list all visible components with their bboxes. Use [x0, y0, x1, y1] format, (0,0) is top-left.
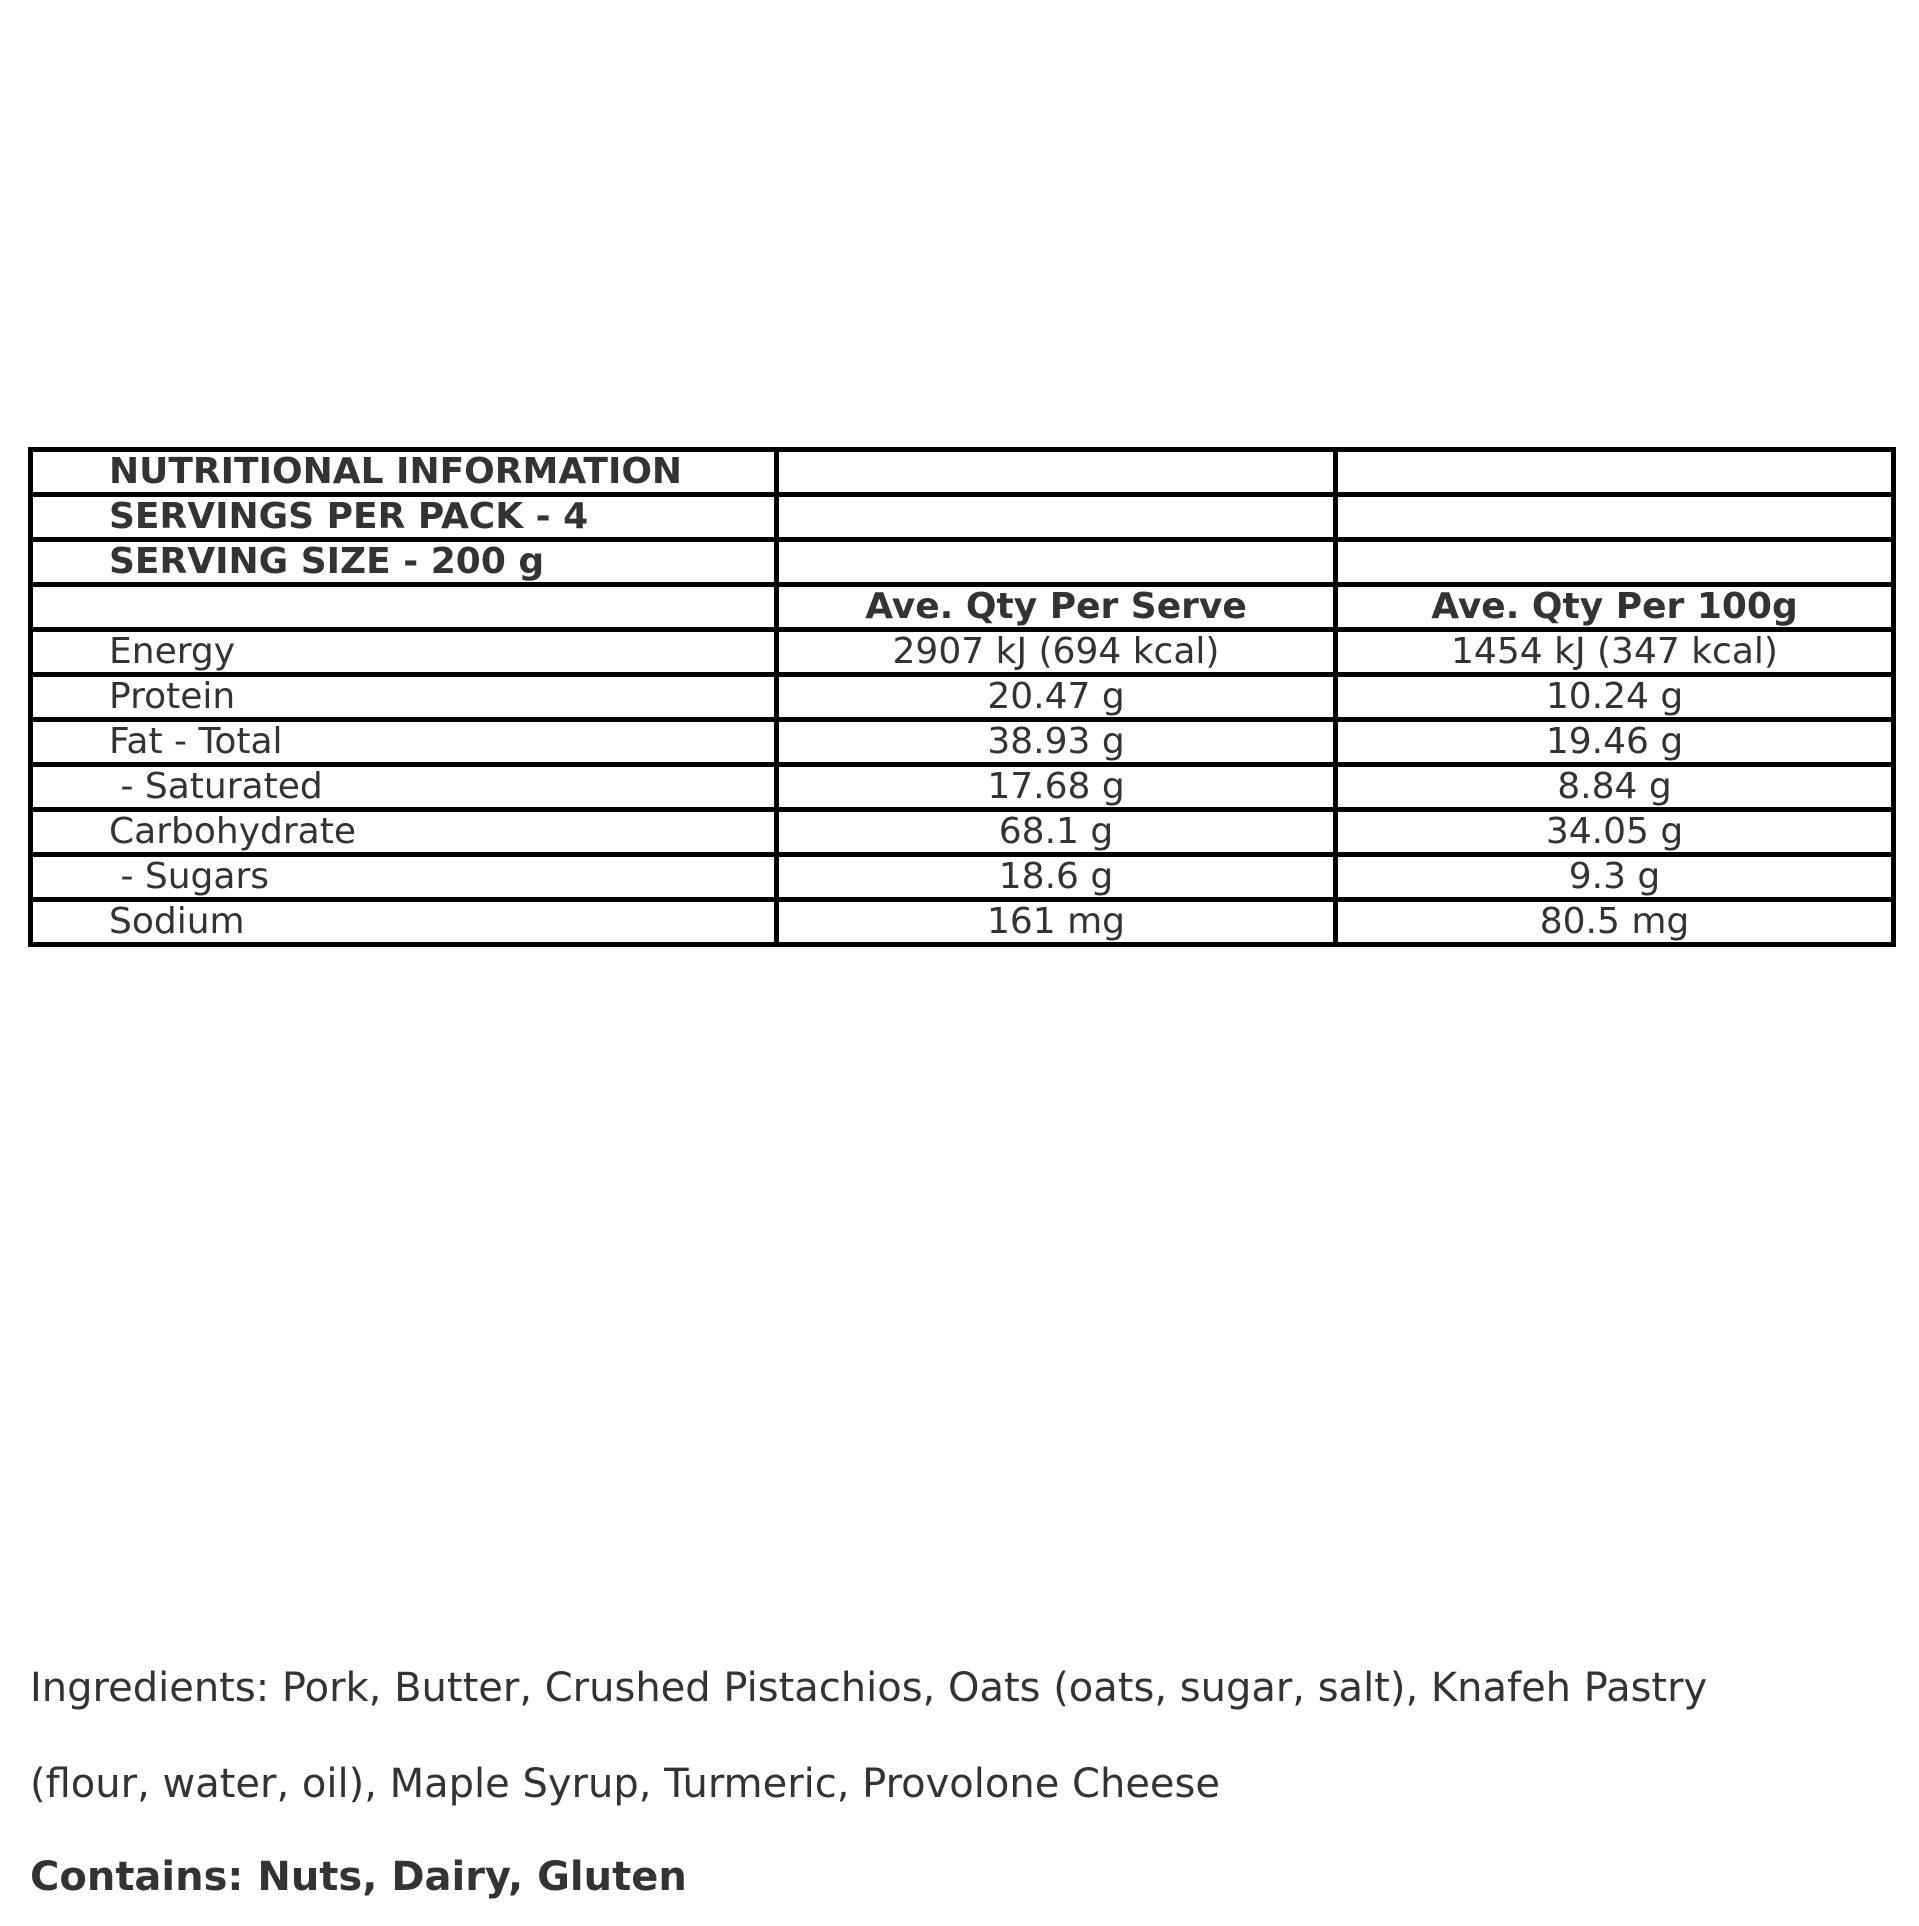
table-row — [31, 720, 1894, 765]
per-100g-value: 9.3 g — [1336, 855, 1894, 900]
per-serve-value: 68.1 g — [777, 810, 1336, 855]
per-serve-value: 38.93 g — [777, 720, 1336, 765]
nutrient-label: Energy — [31, 630, 777, 675]
table-row — [31, 765, 1894, 810]
table-row — [31, 630, 1894, 675]
table-title-row — [31, 450, 1894, 495]
nutrient-label: Protein — [31, 675, 777, 720]
servings-per-pack: SERVINGS PER PACK - 4 — [31, 495, 777, 540]
table-row — [31, 675, 1894, 720]
table-row — [31, 855, 1894, 900]
nutrient-label: - Saturated — [31, 765, 777, 810]
table-title: NUTRITIONAL INFORMATION — [31, 450, 777, 495]
empty-cell — [777, 540, 1336, 585]
per-100g-value: 10.24 g — [1336, 675, 1894, 720]
per-serve-value: 18.6 g — [777, 855, 1336, 900]
nutrient-label: Fat - Total — [31, 720, 777, 765]
empty-cell — [1336, 540, 1894, 585]
per-100g-value: 8.84 g — [1336, 765, 1894, 810]
nutrient-label: Carbohydrate — [31, 810, 777, 855]
column-header-per-100g: Ave. Qty Per 100g — [1336, 585, 1894, 630]
nutrient-label: - Sugars — [31, 855, 777, 900]
empty-cell — [777, 495, 1336, 540]
per-serve-value: 20.47 g — [777, 675, 1336, 720]
serving-size-row — [31, 540, 1894, 585]
ingredients-line-1: Ingredients: Pork, Butter, Crushed Pistachios, Oats (oats, sugar, salt), Knafeh Pastry — [30, 1665, 1708, 1711]
empty-cell — [1336, 495, 1894, 540]
per-serve-value: 161 mg — [777, 900, 1336, 945]
ingredients-line-2: (flour, water, oil), Maple Syrup, Turmeric, Provolone Cheese — [30, 1761, 1220, 1807]
serving-size: SERVING SIZE - 200 g — [31, 540, 777, 585]
ingredients-text — [30, 1640, 1890, 1832]
per-100g-value: 80.5 mg — [1336, 900, 1894, 945]
empty-cell — [777, 450, 1336, 495]
per-100g-value: 1454 kJ (347 kcal) — [1336, 630, 1894, 675]
table-row — [31, 900, 1894, 945]
empty-cell — [1336, 450, 1894, 495]
column-header-row — [31, 585, 1894, 630]
per-serve-value: 2907 kJ (694 kcal) — [777, 630, 1336, 675]
per-100g-value: 34.05 g — [1336, 810, 1894, 855]
column-header-label — [31, 585, 777, 630]
allergens-statement: Contains: Nuts, Dairy, Gluten — [30, 1854, 687, 1900]
per-serve-value: 17.68 g — [777, 765, 1336, 810]
nutrition-table — [28, 447, 1896, 947]
per-100g-value: 19.46 g — [1336, 720, 1894, 765]
servings-per-pack-row — [31, 495, 1894, 540]
table-row — [31, 810, 1894, 855]
column-header-per-serve: Ave. Qty Per Serve — [777, 585, 1336, 630]
nutrient-label: Sodium — [31, 900, 777, 945]
